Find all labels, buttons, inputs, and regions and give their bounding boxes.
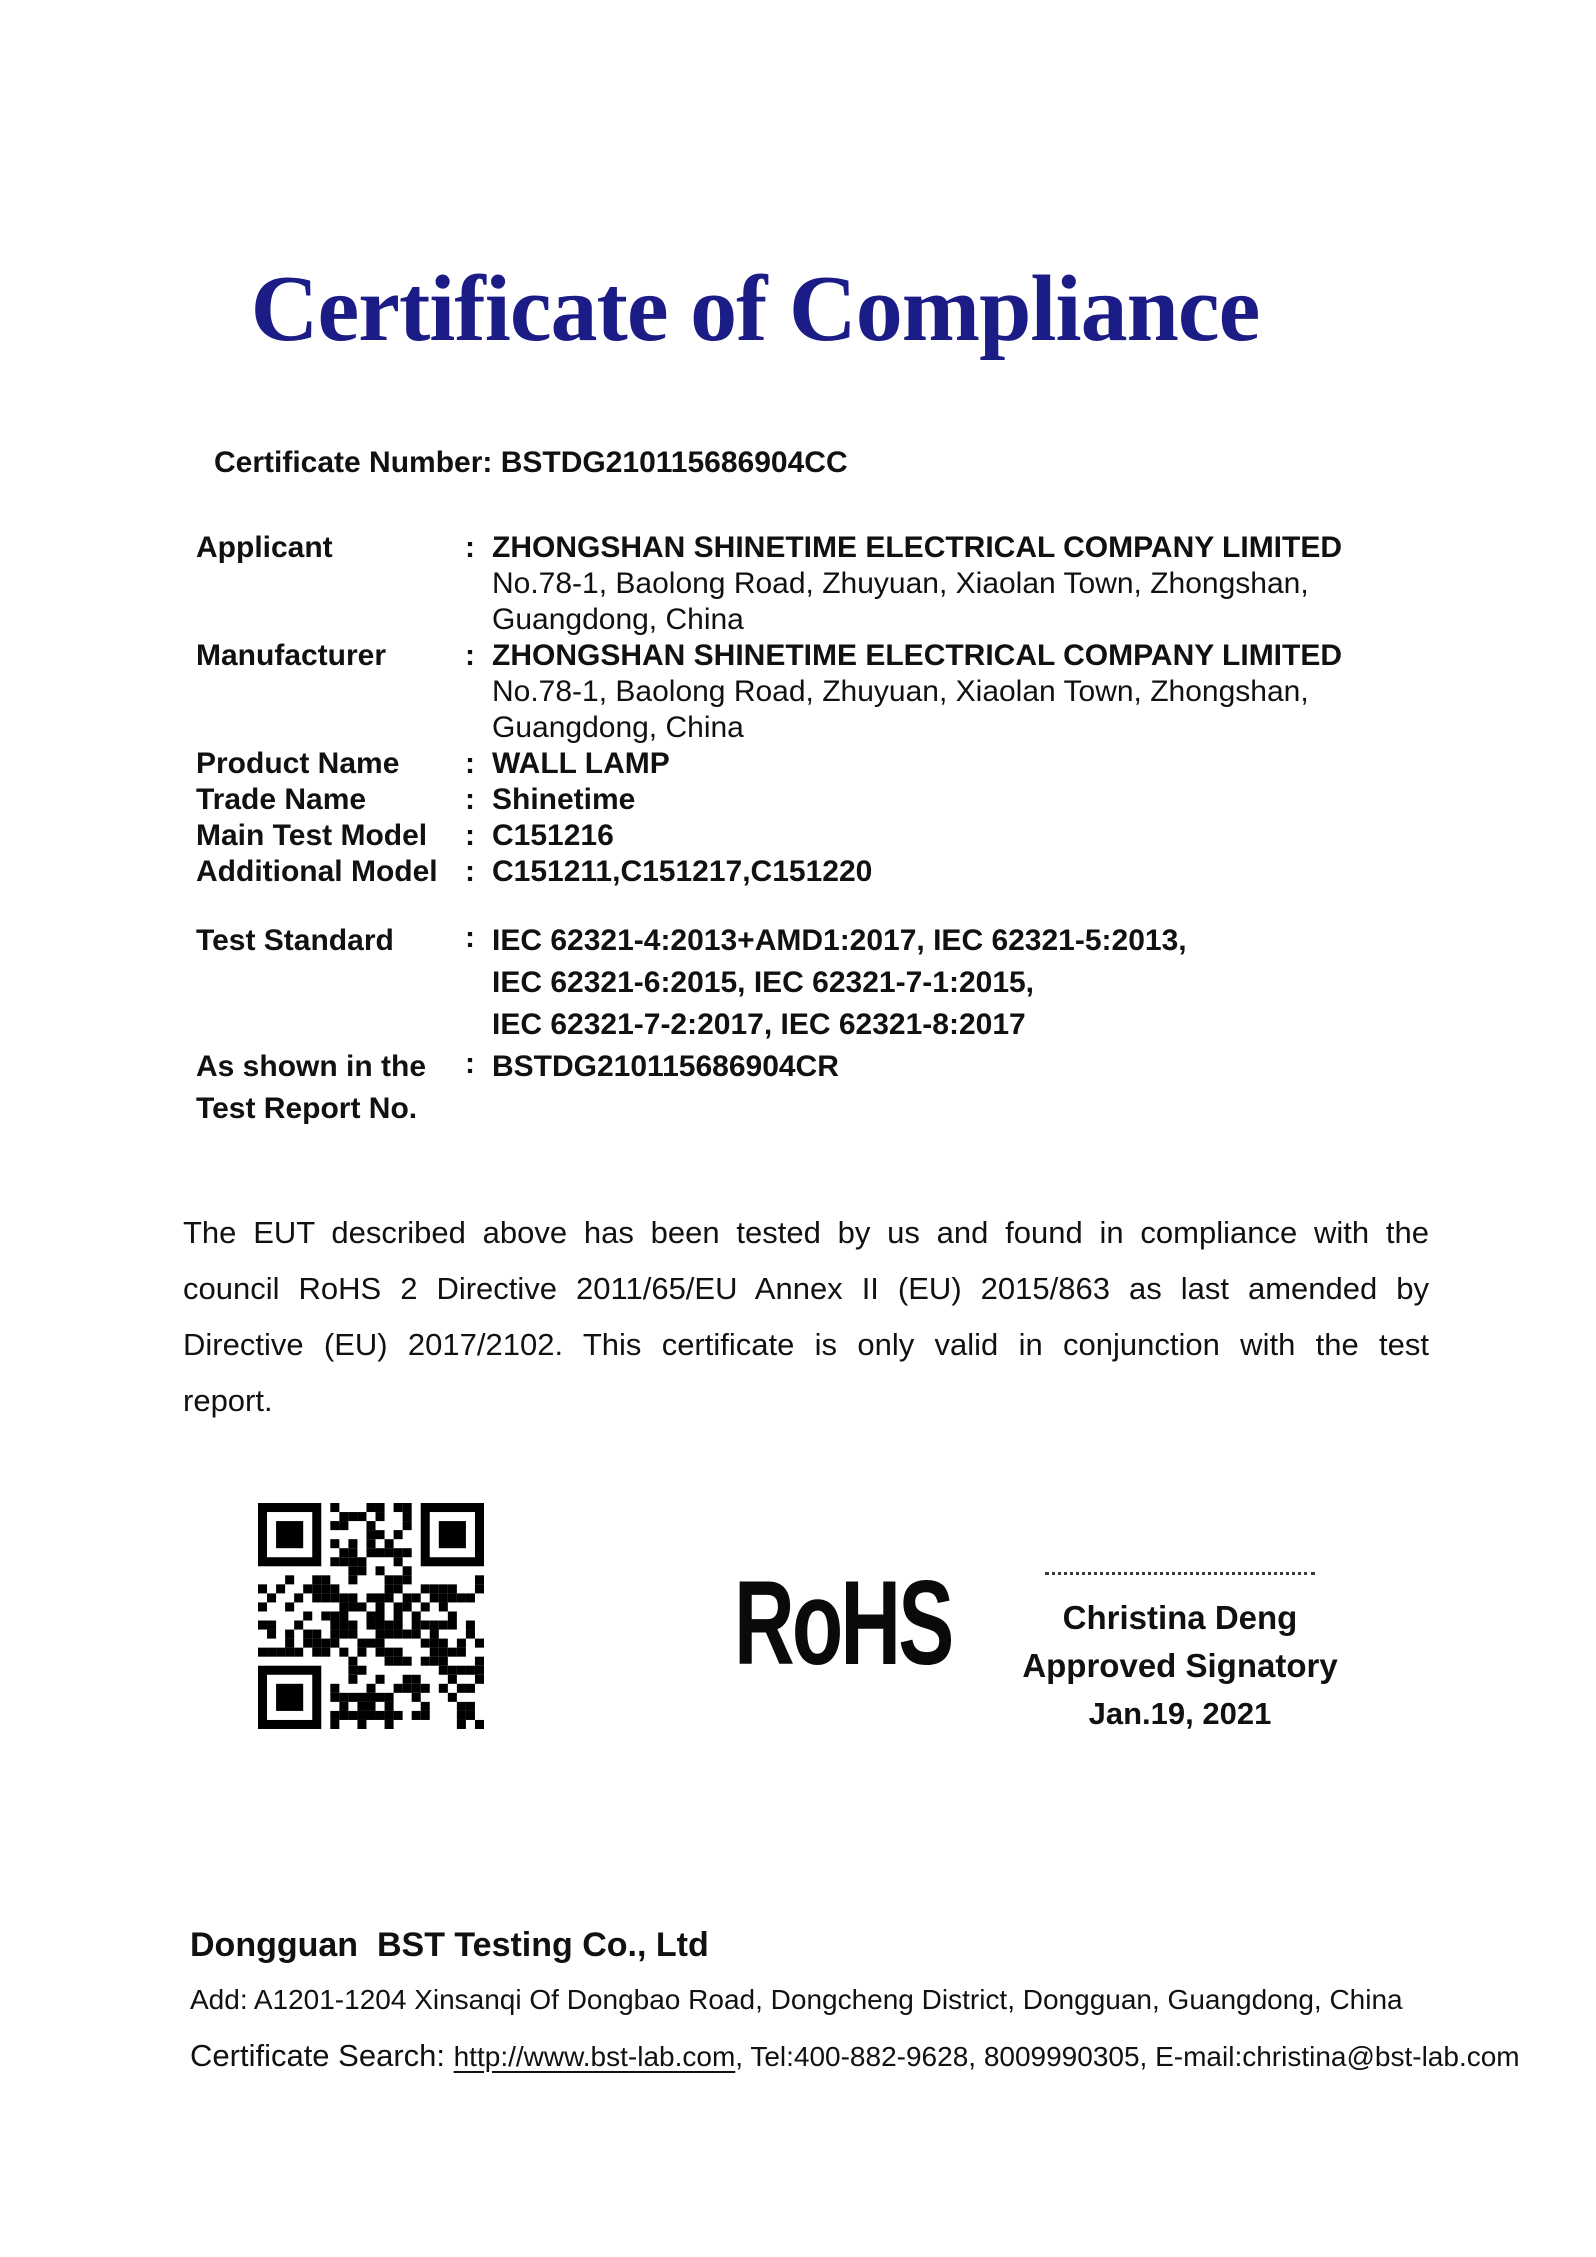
info-row-main-test-model (196, 818, 1476, 854)
info-table (196, 530, 1476, 1130)
colon-separator: : (465, 855, 475, 888)
colon-separator: : (465, 747, 475, 780)
certificate-number: Certificate Number: BSTDG210115686904CC (214, 446, 848, 479)
test-report-label-line2: Test Report No. (196, 1092, 418, 1125)
row-label-additional-model: Additional Model (196, 855, 438, 888)
info-row-test-standard (196, 920, 1476, 1046)
test-standard-line3: IEC 62321-7-2:2017, IEC 62321-8:2017 (492, 1008, 1026, 1041)
applicant-address-line2: Guangdong, China (492, 603, 744, 636)
statement-line4: report. (183, 1383, 273, 1418)
manufacturer-address-line1: No.78-1, Baolong Road, Zhuyuan, Xiaolan Town, Zhongshan, (492, 675, 1309, 708)
page-title: Certificate of Compliance (250, 257, 1260, 361)
colon-separator: : (465, 531, 475, 564)
row-label-test-report (196, 1046, 465, 1130)
manufacturer-company: ZHONGSHAN SHINETIME ELECTRICAL COMPANY LIMITED (492, 639, 1343, 672)
qr-code (258, 1503, 484, 1729)
compliance-statement (183, 1205, 1429, 1429)
signatory-name: Christina Deng (1062, 1599, 1298, 1636)
row-label-manufacturer: Manufacturer (196, 639, 387, 672)
row-label-product-name: Product Name (196, 747, 400, 780)
row-value-main-test-model: C151216 (492, 819, 614, 852)
info-row-manufacturer (196, 638, 1476, 746)
statement-line1: The EUT described above has been tested by us and found in compliance with the (183, 1215, 1429, 1250)
signatory-role: Approved Signatory (1022, 1647, 1338, 1684)
statement-line3: Directive (EU) 2017/2102. This certificate is only valid in conjunction with the test (183, 1327, 1429, 1362)
lab-contact-line (190, 2038, 1520, 2074)
colon-separator: : (465, 819, 475, 852)
test-report-label-line1: As shown in the (196, 1050, 427, 1083)
row-value-product-name: WALL LAMP (492, 747, 670, 780)
info-row-product-name (196, 746, 1476, 782)
test-standard-line2: IEC 62321-6:2015, IEC 62321-7-1:2015, (492, 966, 1035, 999)
lab-contact-rest: , Tel:400-882-9628, 8009990305, E-mail:christina@bst-lab.com (735, 2041, 1520, 2072)
signature-dotted-line (1045, 1572, 1315, 1575)
row-label-main-test-model: Main Test Model (196, 819, 428, 852)
row-value-additional-model: C151211,C151217,C151220 (492, 855, 873, 888)
info-row-test-report (196, 1046, 1476, 1130)
row-label-trade-name: Trade Name (196, 783, 367, 816)
applicant-company: ZHONGSHAN SHINETIME ELECTRICAL COMPANY LIMITED (492, 531, 1343, 564)
colon-separator: : (465, 921, 475, 954)
colon-separator: : (465, 1047, 475, 1080)
row-value-applicant (492, 530, 1476, 638)
manufacturer-address-line2: Guangdong, China (492, 711, 744, 744)
info-row-applicant (196, 530, 1476, 638)
rohs-logo: RoHS (734, 1556, 952, 1690)
row-value-trade-name: Shinetime (492, 783, 636, 816)
lab-company-name: Dongguan BST Testing Co., Ltd (190, 1926, 709, 1964)
colon-separator: : (465, 783, 475, 816)
row-label-applicant: Applicant (196, 531, 333, 564)
signature-date: Jan.19, 2021 (1088, 1696, 1272, 1731)
row-value-manufacturer (492, 638, 1476, 746)
signature-block (1010, 1572, 1350, 1729)
test-standard-line1: IEC 62321-4:2013+AMD1:2017, IEC 62321-5:2013, (492, 924, 1187, 957)
applicant-address-line1: No.78-1, Baolong Road, Zhuyuan, Xiaolan Town, Zhongshan, (492, 567, 1309, 600)
info-row-trade-name (196, 782, 1476, 818)
certificate-search-label: Certificate Search: (190, 2038, 454, 2073)
statement-line2: council RoHS 2 Directive 2011/65/EU Annex II (EU) 2015/863 as last amended by (183, 1271, 1429, 1306)
lab-address: Add: A1201-1204 Xinsanqi Of Dongbao Road, Dongcheng District, Dongguan, Guangdong, China (190, 1984, 1403, 2015)
colon-separator: : (465, 639, 475, 672)
row-label-test-standard: Test Standard (196, 924, 394, 957)
row-value-test-report: BSTDG210115686904CR (492, 1050, 839, 1083)
row-value-test-standard (492, 920, 1476, 1046)
certificate-search-link[interactable]: http://www.bst-lab.com (453, 2041, 736, 2072)
info-row-additional-model (196, 854, 1476, 890)
